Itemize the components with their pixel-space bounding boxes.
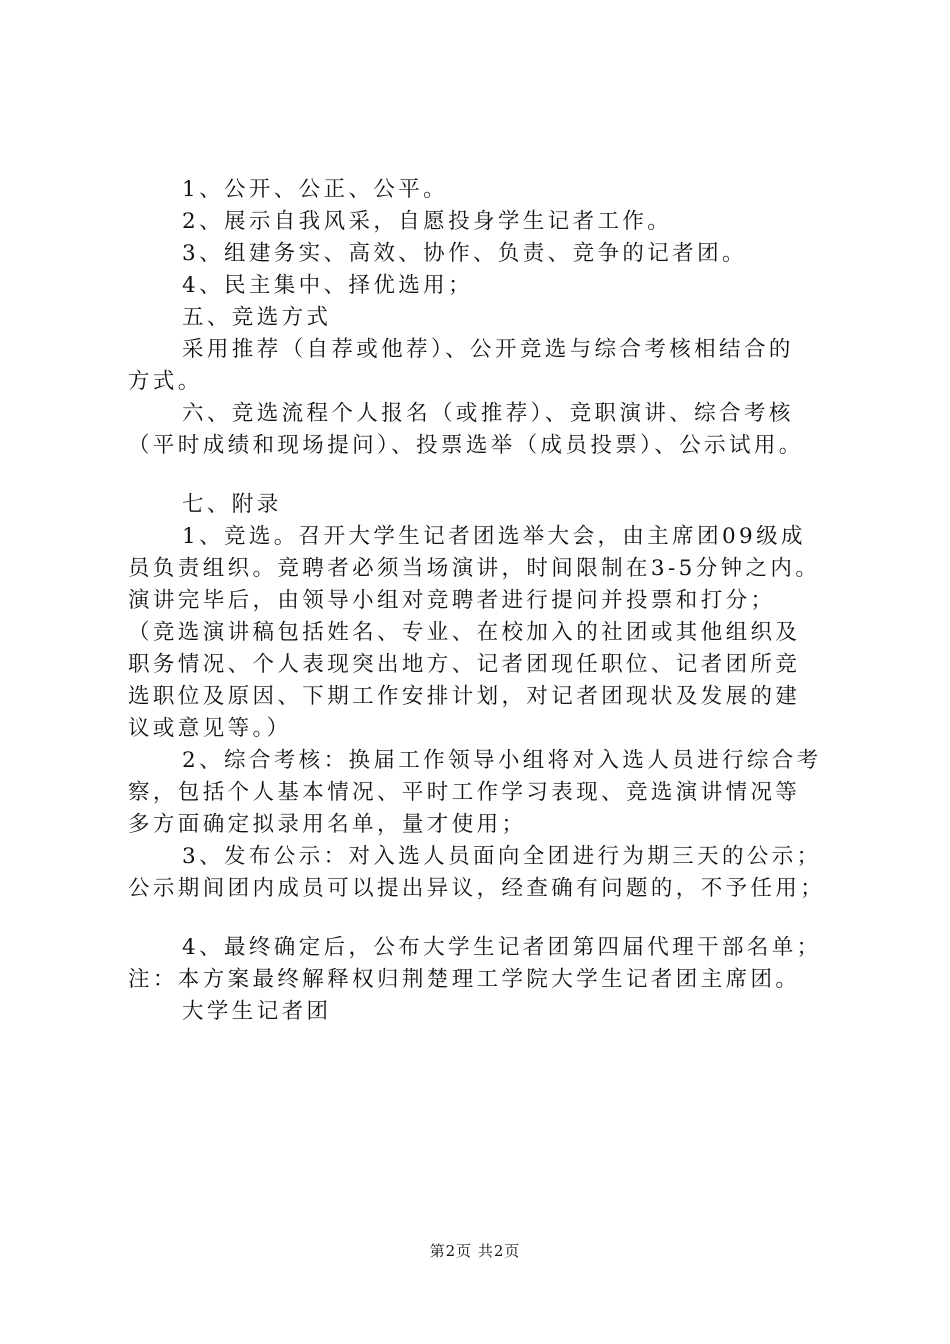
note-line: 注：本方案最终解释权归荆楚理工学院大学生记者团主席团。 xyxy=(128,967,801,992)
appendix-2-line-2: 察，包括个人基本情况、平时工作学习表现、竞选演讲情况等 xyxy=(128,780,801,805)
appendix-1-line-3: 演讲完毕后，由领导小组对竞聘者进行提问并投票和打分； xyxy=(128,588,776,613)
page-number-footer: 第2页 共2页 xyxy=(429,1242,521,1260)
document-body xyxy=(128,174,848,1028)
paragraph-gap xyxy=(128,905,848,932)
appendix-1-line-2: 员负责组织。竞聘者必须当场演讲，时间限制在3-5分钟之内。 xyxy=(128,556,821,581)
section-heading-5: 五、竞选方式 xyxy=(182,305,332,330)
appendix-1-line-7: 议或意见等。） xyxy=(128,716,292,741)
principle-2: 2、展示自我风采，自愿投身学生记者工作。 xyxy=(182,209,673,234)
process-paragraph-line-2: （平时成绩和现场提问）、投票选举（成员投票）、公示试用。 xyxy=(128,433,804,458)
method-paragraph-line-1: 采用推荐（自荐或他荐）、公开竞选与综合考核相结合的 xyxy=(182,337,794,362)
appendix-2-line-3: 多方面确定拟录用名单，量才使用； xyxy=(128,812,527,837)
section-heading-7: 七、附录 xyxy=(182,492,282,517)
appendix-2-line-1: 2、综合考核：换届工作领导小组将对入选人员进行综合考 xyxy=(182,748,822,773)
principle-3: 3、组建务实、高效、协作、负责、竞争的记者团。 xyxy=(182,241,747,266)
method-paragraph-line-2: 方式。 xyxy=(128,369,203,394)
appendix-1-line-4: （竞选演讲稿包括姓名、专业、在校加入的社团或其他组织及 xyxy=(128,620,801,645)
appendix-3-line-1: 3、发布公示：对入选人员面向全团进行为期三天的公示； xyxy=(182,844,822,869)
signature-line: 大学生记者团 xyxy=(182,999,332,1024)
appendix-1-line-1: 1、竞选。召开大学生记者团选举大会，由主席团09级成 xyxy=(182,524,806,549)
appendix-1-line-5: 职务情况、个人表现突出地方、记者团现任职位、记者团所竞 xyxy=(128,652,801,677)
appendix-1-line-6: 选职位及原因、下期工作安排计划，对记者团现状及发展的建 xyxy=(128,684,801,709)
process-paragraph-line-1: 六、竞选流程个人报名（或推荐）、竞职演讲、综合考核 xyxy=(182,401,794,426)
principle-1: 1、公开、公正、公平。 xyxy=(182,177,449,202)
appendix-3-line-2: 公示期间团内成员可以提出异议，经查确有问题的，不予任用； xyxy=(128,876,826,901)
principle-4: 4、民主集中、择优选用； xyxy=(182,273,473,298)
paragraph-gap xyxy=(128,462,848,489)
appendix-4-line: 4、最终确定后，公布大学生记者团第四届代理干部名单； xyxy=(182,935,822,960)
